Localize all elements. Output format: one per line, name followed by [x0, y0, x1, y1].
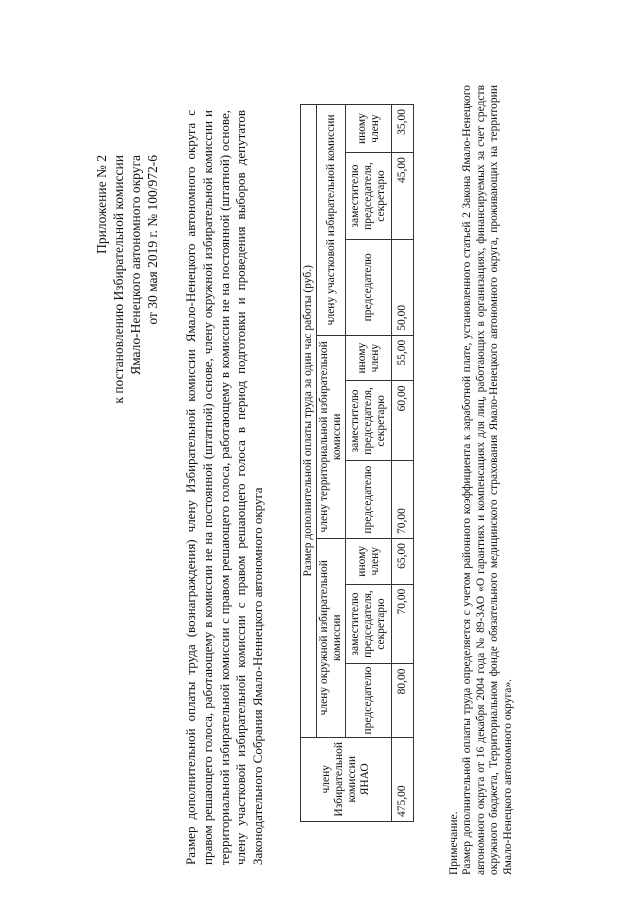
note-section: [448, 85, 515, 875]
role-deputy: заместителю председателя, секретарю: [346, 153, 392, 240]
value-cell: 60,00: [392, 381, 414, 461]
role-member: иному члену: [346, 335, 392, 381]
value-cell: 70,00: [392, 584, 414, 664]
value-cell: 80,00: [392, 664, 414, 737]
payment-table: [300, 104, 414, 822]
appendix-region-line: Ямало-Ненецкого автономного округа: [128, 155, 143, 375]
role-member: иному члену: [346, 105, 392, 153]
appendix-header: [93, 155, 161, 905]
col-commission-yanao: члену Избирательной комиссии ЯНАО: [301, 737, 392, 821]
appendix-date-line: от 30 мая 2019 г. № 100/972-6: [145, 155, 160, 325]
role-member: иному члену: [346, 538, 392, 584]
note-text: Размер дополнительной оплаты труда определяется с учетом районного коэффициента к заработной плате, установленного статьей 2 Закона Ямало-Ненецкого автономного округа от 16 декабря 2004 года № 89-ЗАО «О гарантиях и компенсациях для лиц, работающих в организациях, финансируемых за счет средств окружного бюджета, Территориальном фонде обязательного медицинского страхования Ямало-Ненецкого автономного округа, проживающих на территории Ямало-Ненецкого автономного округа».: [461, 85, 514, 875]
value-cell: 70,00: [392, 461, 414, 539]
role-deputy: заместителю председателя, секретарю: [346, 381, 392, 461]
document-title: Размер дополнительной оплаты труда (вознаграждения) члену Избирательной комиссии Ямало-Ненецкого автономного округа с правом решающего голоса, работающему в комиссии не на постоянной (штатной) основе, члену окружной избирательной комиссии и территориальной избирательной комиссии с правом решающего голоса, работающему в комиссии не на постоянной (штатной) основе, члену участковой избирательной комиссии с правом решающего голоса в период подготовки и проведения выборов депутатов Законодательного Собрания Ямало-Неннецкого автономного округа: [183, 110, 266, 865]
role-deputy: заместителю председателя, секретарю: [346, 584, 392, 664]
value-cell: 65,00: [392, 538, 414, 584]
subgroup-precinct: члену участковой избирательной комиссии: [317, 105, 346, 336]
value-cell: 45,00: [392, 153, 414, 240]
appendix-number: Приложение № 2: [94, 155, 109, 254]
value-cell: 475,00: [392, 737, 414, 821]
appendix-resolution-line: к постановлению Избирательной комиссии: [111, 155, 126, 404]
role-chair: председателю: [346, 239, 392, 335]
value-cell: 55,00: [392, 335, 414, 381]
value-cell: 35,00: [392, 105, 414, 153]
note-heading: Примечание.: [448, 811, 460, 875]
role-chair: председателю: [346, 461, 392, 539]
subgroup-territorial: члену территориальной избирательной комиссии: [317, 335, 346, 538]
group-header: Размер дополнительной оплаты труда за один час работы (руб.): [301, 105, 317, 738]
subgroup-district: члену окружной избирательной комиссии: [317, 538, 346, 737]
value-cell: 50,00: [392, 239, 414, 335]
role-chair: председателю: [346, 664, 392, 737]
